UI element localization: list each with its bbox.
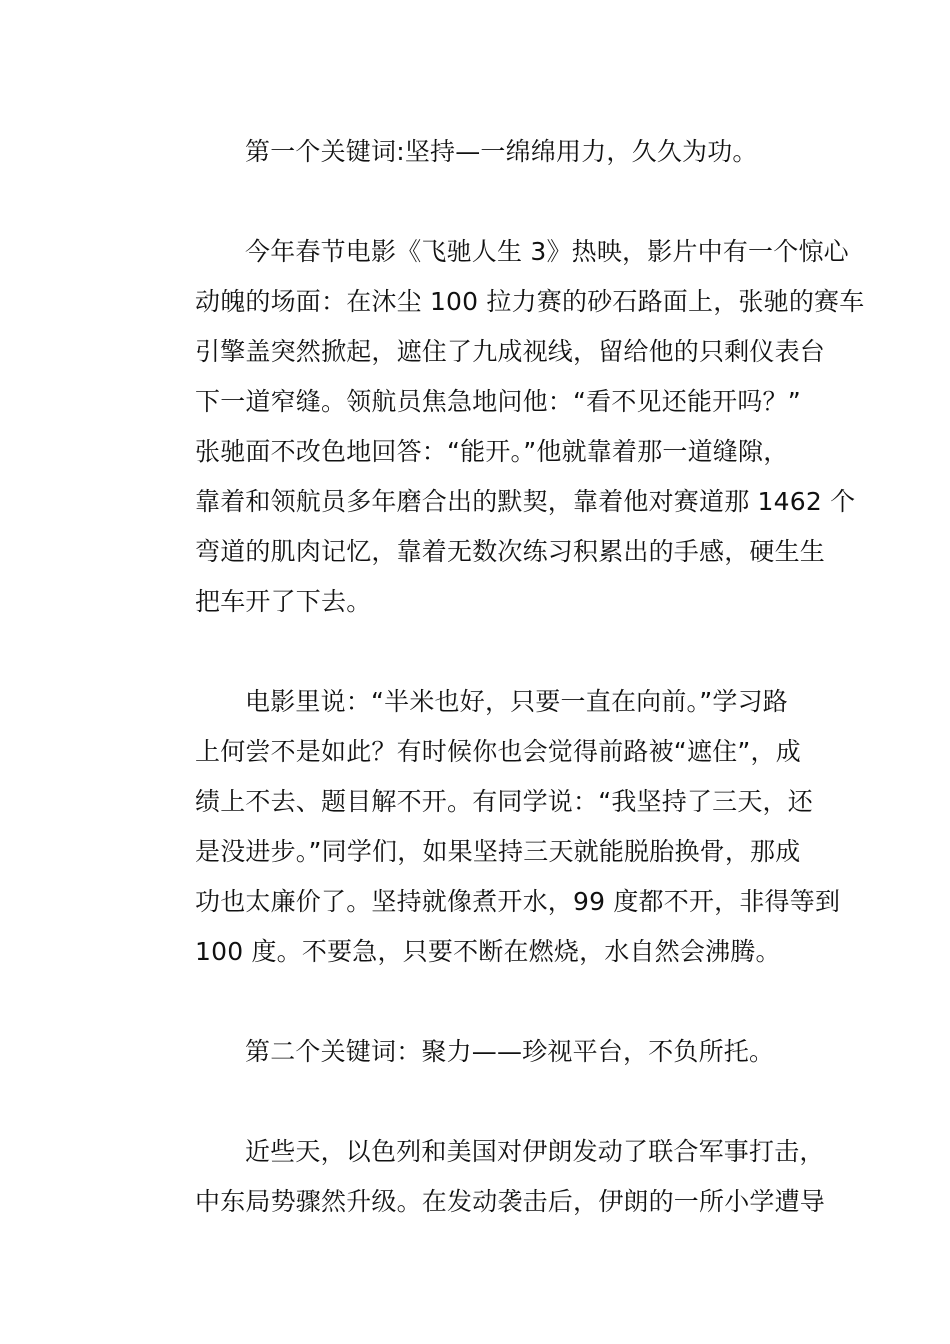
text-line: 上何尝不是如此？有时候你也会觉得前路被“遮住”，成: [195, 737, 801, 766]
text-line: 第一个关键词:坚持—一绵绵用力，久久为功。: [245, 137, 758, 166]
text-line: 中东局势骤然升级。在发动袭击后，伊朗的一所小学遭导: [195, 1187, 826, 1216]
paragraph-persistence: [145, 677, 841, 977]
paragraph-keyword-1: [145, 127, 807, 177]
paragraph-film-story: [145, 227, 865, 627]
text-line: 绩上不去、题目解不开。有同学说：“我坚持了三天，还: [195, 787, 813, 816]
text-line: 今年春节电影《飞驰人生 3》热映，影片中有一个惊心: [245, 237, 849, 266]
text-line: 下一道窄缝。领航员焦急地问他：“看不见还能开吗？”: [195, 387, 801, 416]
paragraph-keyword-2: [145, 1027, 807, 1077]
text-line: 第二个关键词：聚力——珍视平台，不负所托。: [245, 1037, 775, 1066]
text-line: 把车开了下去。: [195, 587, 372, 616]
text-line: 近些天，以色列和美国对伊朗发动了联合军事打击，: [245, 1137, 825, 1166]
paragraph-middle-east: [145, 1127, 826, 1227]
text-line: 张驰面不改色地回答：“能开。”他就靠着那一道缝隙，: [195, 437, 789, 466]
text-line: 弯道的肌肉记忆，靠着无数次练习积累出的手感，硬生生: [195, 537, 826, 566]
text-line: 引擎盖突然掀起，遮住了九成视线，留给他的只剩仪表台: [195, 337, 826, 366]
text-line: 电影里说：“半米也好，只要一直在向前。”学习路: [245, 687, 789, 716]
text-line: 动魄的场面：在沐尘 100 拉力赛的砂石路面上，张驰的赛车: [195, 287, 865, 316]
text-line: 功也太廉价了。坚持就像煮开水，99 度都不开，非得等到: [195, 887, 841, 916]
text-line: 是没进步。”同学们，如果坚持三天就能脱胎换骨，那成: [195, 837, 801, 866]
text-line: 100 度。不要急，只要不断在燃烧，水自然会沸腾。: [195, 937, 781, 966]
text-line: 靠着和领航员多年磨合出的默契，靠着他对赛道那 1462 个: [195, 487, 856, 516]
